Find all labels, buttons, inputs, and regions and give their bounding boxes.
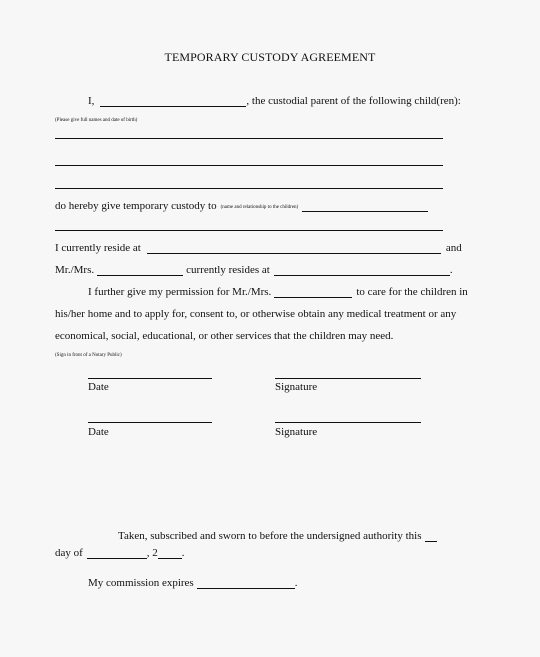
notary-month-blank[interactable] <box>87 548 147 559</box>
commission-label: My commission expires <box>88 577 194 589</box>
signature-label-1: Signature <box>275 381 318 393</box>
parent-name-line <box>88 95 461 107</box>
custodian-address-blank[interactable] <box>274 265 450 276</box>
child-line-3[interactable] <box>55 188 443 189</box>
signature-line-1[interactable] <box>275 378 421 379</box>
residence-line <box>55 242 462 254</box>
date-label-1: Date <box>88 381 109 393</box>
permission-text-2: to care for the children in <box>356 286 468 298</box>
date-label-2: Date <box>88 426 109 438</box>
mrmrs-label: Mr./Mrs. <box>55 264 95 276</box>
residence-suffix: and <box>445 242 462 254</box>
notary-day-blank[interactable] <box>425 531 437 542</box>
signature-line-2[interactable] <box>275 422 421 423</box>
child-line-1[interactable] <box>55 138 443 139</box>
date-line-1[interactable] <box>88 378 212 379</box>
commission-line <box>88 577 297 589</box>
commission-date-blank[interactable] <box>197 578 295 589</box>
parent-prefix: I, <box>88 95 95 107</box>
custodian-line-2[interactable] <box>55 230 443 231</box>
custodian-note: (name and relationship to the children) <box>220 205 299 210</box>
notary-year-blank[interactable] <box>158 548 182 559</box>
permission-name-blank[interactable] <box>274 287 352 298</box>
custodian-name-blank[interactable] <box>302 201 428 212</box>
notary-sign-note: (Sign in front of a Notary Public) <box>55 353 122 358</box>
custodian-residence-line <box>55 264 453 276</box>
child-line-2[interactable] <box>55 165 443 166</box>
resides-at-label: currently resides at <box>186 264 270 276</box>
commission-period: . <box>294 577 298 589</box>
notary-line-1 <box>118 530 437 542</box>
notary-line2-period: . <box>181 547 185 559</box>
date-line-2[interactable] <box>88 422 212 423</box>
document-title: TEMPORARY CUSTODY AGREEMENT <box>164 50 376 64</box>
notary-text-1: Taken, subscribed and sworn to before the undersigned authority this <box>118 530 422 542</box>
permission-text-1: I further give my permission for Mr./Mrs. <box>88 286 272 298</box>
permission-line-2: his/her home and to apply for, consent to, or otherwise obtain any medical treatment or any <box>55 308 457 320</box>
signature-label-2: Signature <box>275 426 318 438</box>
parent-name-blank[interactable] <box>100 96 246 107</box>
custodian-line <box>55 200 428 212</box>
day-of-label: day of <box>55 547 83 559</box>
custodian-name-blank-2[interactable] <box>97 265 183 276</box>
children-names-note: (Please give full names and date of birth) <box>55 118 138 123</box>
residence-blank[interactable] <box>147 243 441 254</box>
parent-suffix: , the custodial parent of the following child(ren): <box>246 95 461 107</box>
line4-period: . <box>449 264 453 276</box>
residence-prefix: I currently reside at <box>55 242 141 254</box>
year-prefix: , 2 <box>146 547 158 559</box>
custody-text: do hereby give temporary custody to <box>55 200 217 212</box>
permission-line-3: economical, social, educational, or other services that the children may need. <box>55 330 394 342</box>
notary-line-2 <box>55 547 185 559</box>
permission-line-1 <box>88 286 468 298</box>
